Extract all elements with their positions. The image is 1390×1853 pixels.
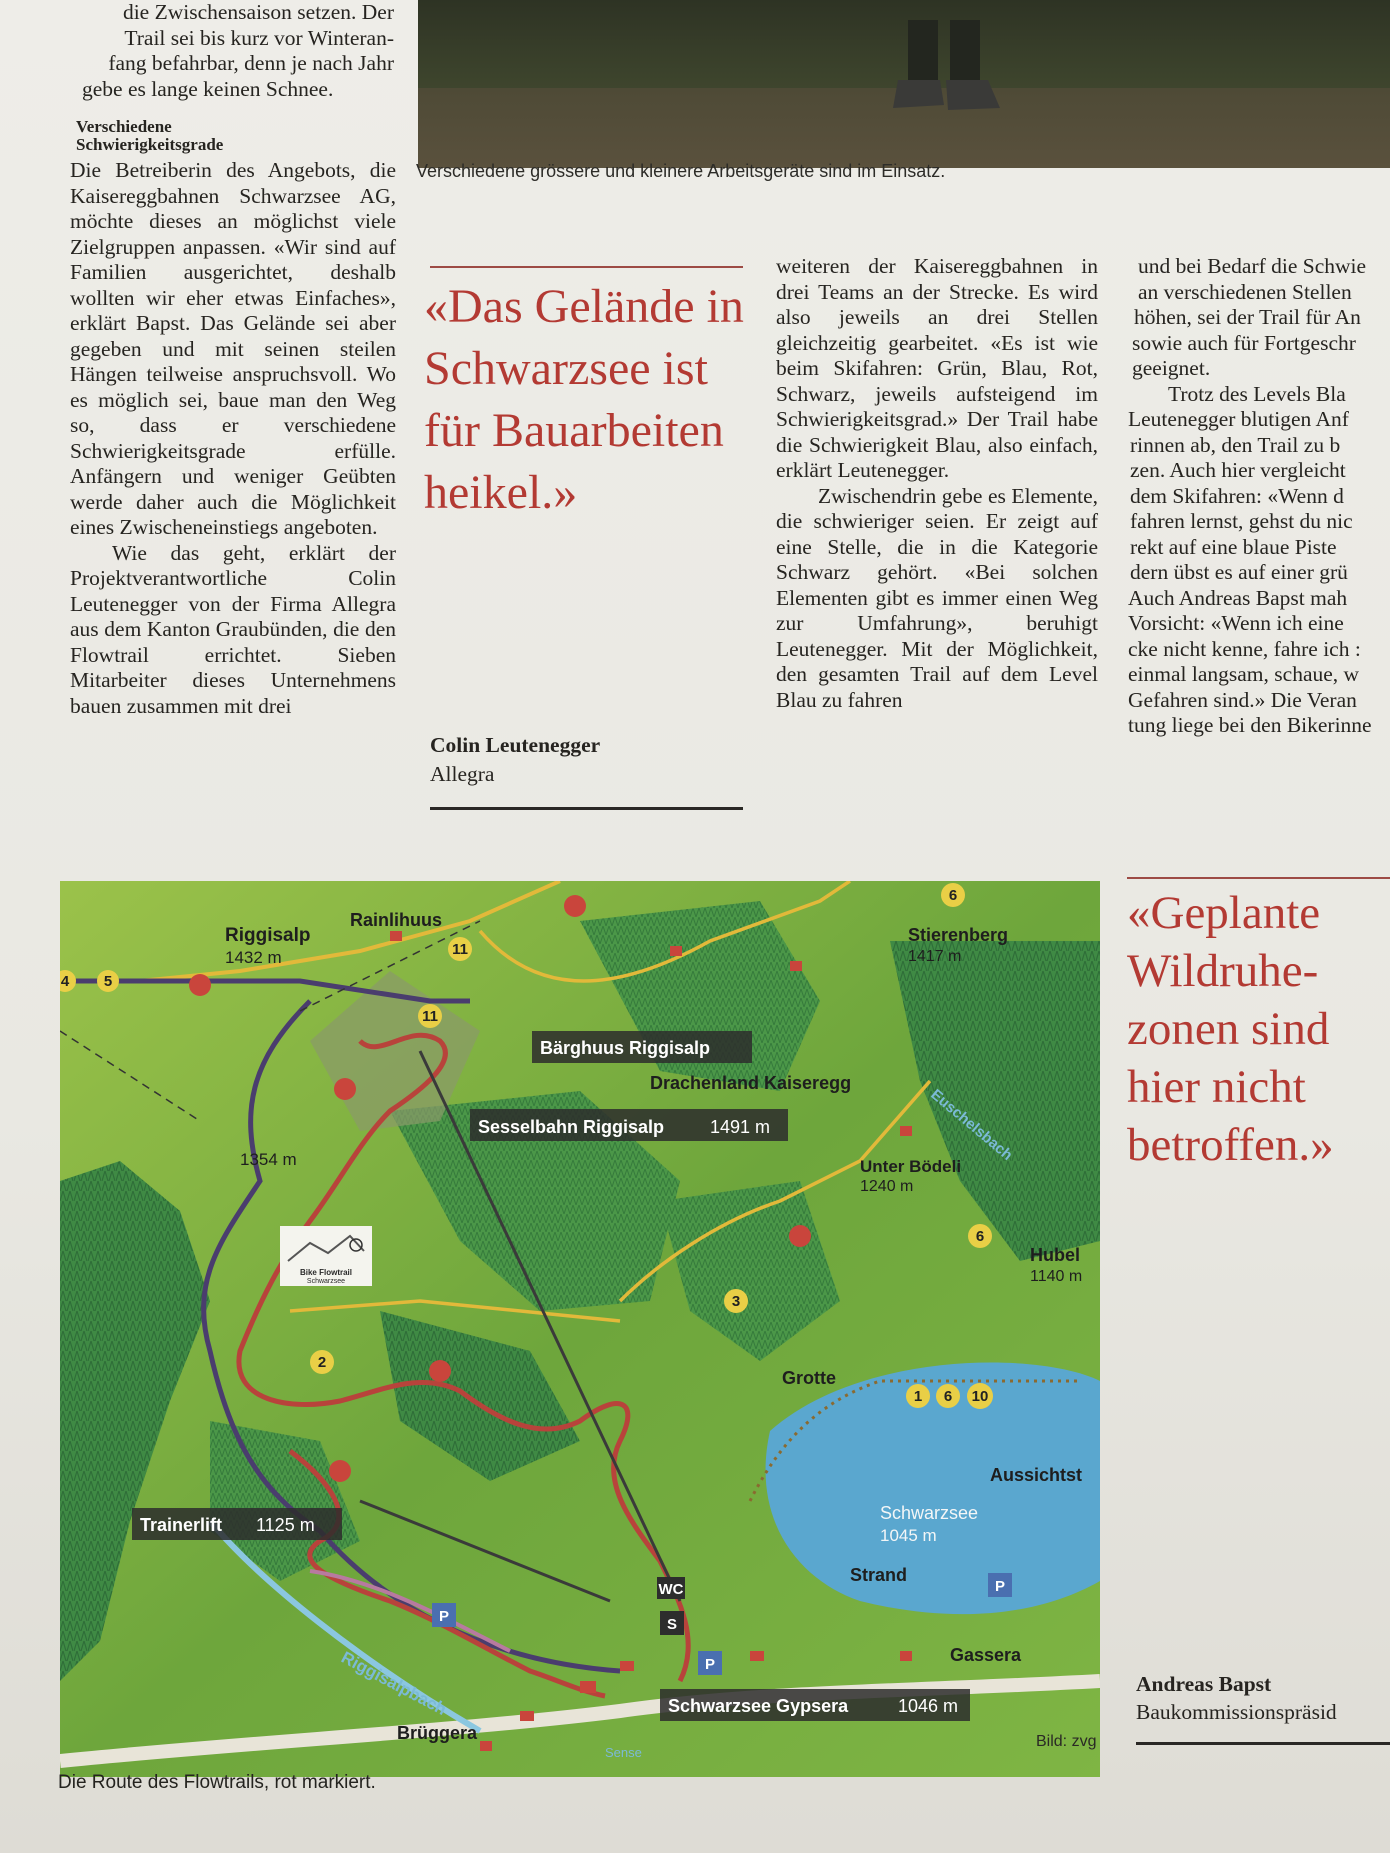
col4-line: dern übst es auf einer grü: [1130, 560, 1348, 584]
col4-line: cke nicht kenne, fahre ich :: [1128, 636, 1361, 661]
col1-paragraph-2: Wie das geht, erklärt der Projektverantwortliche Colin Leutenegger von der Firma Allegra aus dem Kanton Graubünden, die den Flowtrail errichtet. Sieben Mitarbeiter dieses Unternehmens bauen zusammen mit drei: [70, 540, 396, 718]
label-hubel: Hubel: [1030, 1245, 1081, 1265]
badge-5: 5: [103, 973, 113, 990]
label-brueggera: Brüggera: [397, 1723, 478, 1743]
col4-line: höhen, sei der Trail für An: [1134, 305, 1361, 329]
col4-line: geeignet.: [1132, 356, 1211, 380]
col1-paragraph-1: Die Betreiberin des Angebots, die Kaisereggbahnen Schwarzsee AG, möchte dieses an möglichst viele Zielgruppen anpassen. «Wir sind auf Familien ausgerichtet, deshalb wollten wir eher etwas Einfaches», erklärt Bapst. Das Gelände sei aber gegeben und mit seinen steilen Hängen teilweise anspruchsvoll. Wo es möglich sei, baue man den Weg so, dass er verschiedene Schwierigkeitsgrade erfülle. Anfängern und weniger Geübten werde daher auch die Möglichkeit eines Zwischeneinstiegs angeboten.: [70, 158, 396, 539]
column-3: [776, 254, 1098, 713]
badge-6c: 6: [943, 1388, 953, 1405]
column-4: [1128, 254, 1390, 739]
label-sesselbahn: Sesselbahn Riggisalp: [478, 1117, 665, 1137]
col4-line: Leutenegger blutigen Anf: [1128, 407, 1349, 431]
quote-2-role: Baukommissionspräsid: [1136, 1700, 1337, 1724]
col4-line: Trotz des Levels Bla: [1168, 381, 1346, 406]
col4-line: fahren lernst, gehst du nic: [1130, 509, 1353, 533]
label-1354: 1354 m: [240, 1150, 297, 1169]
pull-quote-1: «Das Gelände in Schwarzsee ist für Bauarbeiten heikel.»: [424, 280, 744, 519]
badge-3: 3: [731, 1293, 741, 1310]
label-baerghuus: Bärghuus Riggisalp: [540, 1038, 711, 1058]
col1-line: gebe es lange keinen Schnee.: [82, 76, 334, 101]
col4-line: einmal langsam, schaue, w: [1128, 662, 1360, 686]
subheading: Verschiedene Schwierigkeitsgrade: [76, 117, 224, 154]
col3-paragraph-2: Zwischendrin gebe es Elemente, die schwieriger seien. Er zeigt auf eine Stelle, die in die Kategorie Schwarz gehört. «Bei solchen Elementen gibt es immer einen Weg zur Umfahrung», beruhigt Leutenegger. Mit der Möglichkeit, den gesamten Trail auf dem Level Blau zu fahren: [776, 483, 1098, 712]
quote-1-role: Allegra: [430, 762, 495, 786]
col4-line: rekt auf eine blaue Piste: [1130, 534, 1337, 559]
label-rainlihuus: Rainlihuus: [350, 910, 443, 930]
label-gypsera-alt: 1046 m: [898, 1696, 959, 1716]
label-drachenland: Drachenland Kaiseregg: [650, 1073, 852, 1093]
label-grotte: Grotte: [782, 1368, 836, 1388]
label-stierenberg-alt: 1417 m: [908, 948, 962, 965]
label-riggisalp: Riggisalp: [225, 925, 311, 946]
label-schwarzsee: Schwarzsee: [880, 1503, 979, 1523]
wc-icon: WC: [658, 1581, 684, 1598]
label-unter-boedeli: Unter Bödeli: [860, 1157, 962, 1176]
col4-line: tung liege bei den Bikerinne: [1128, 713, 1372, 737]
col4-line: zen. Auch hier vergleicht: [1130, 458, 1346, 482]
label-schwarzsee-alt: 1045 m: [880, 1526, 937, 1545]
col1-line: Trail sei bis kurz vor Winteran-: [124, 25, 394, 50]
photo-credit: Bild: zvg: [1036, 1733, 1097, 1750]
col4-line: dem Skifahren: «Wenn d: [1130, 483, 1344, 508]
logo-text-1: Bike Flowtrail: [299, 1268, 353, 1277]
col4-line: sowie auch für Fortgeschr: [1132, 330, 1356, 355]
label-hubel-alt: 1140 m: [1030, 1268, 1083, 1285]
col4-line: an verschiedenen Stellen: [1138, 279, 1352, 304]
badge-11: 11: [452, 941, 468, 958]
quote-rule-top: [430, 266, 743, 268]
quote-2-rule-top: [1127, 877, 1390, 879]
photo-caption: Verschiedene grössere und kleinere Arbeitsgeräte sind im Einsatz.: [416, 161, 946, 181]
flowtrail-logo: [280, 1226, 372, 1286]
col1-line: die Zwischensaison setzen. Der: [122, 0, 394, 24]
quote-1-author: Colin Leutenegger: [430, 733, 601, 757]
badge-4: 4: [60, 973, 70, 990]
shop-icon: S: [666, 1616, 678, 1633]
quote-2-rule-bottom: [1136, 1742, 1390, 1745]
badge-10: 10: [971, 1388, 989, 1405]
label-strand: Strand: [850, 1565, 908, 1585]
quote-2-author: Andreas Bapst: [1136, 1672, 1272, 1696]
label-trainerlift: Trainerlift: [140, 1515, 223, 1535]
label-stierenberg: Stierenberg: [908, 925, 1009, 945]
column-1-body: [70, 118, 396, 719]
parking-icon-2: P: [704, 1656, 716, 1673]
badge-6b: 6: [975, 1228, 985, 1245]
label-euschelsbach: Euschelsbach: [927, 1086, 1016, 1164]
label-sense: Sense: [605, 1745, 642, 1760]
logo-text-2: Schwarzsee: [306, 1278, 346, 1285]
pull-quote-2: «Geplante Wildruhe-zonen sind hier nicht betroffen.»: [1127, 887, 1334, 1171]
col3-paragraph-1: weiteren der Kaisereggbahnen in drei Teams an der Strecke. Es wird also jeweils an drei Stellen gleichzeitig gearbeitet. «Es ist wie beim Skifahren: Grün, Blau, Rot, Schwarz, jeweils aufsteigend im Schwierigkeitsgrad.» Der Trail habe die Schwierigkeit Blau, also einfach, erklärt Leutenegger.: [776, 254, 1098, 482]
label-aussicht: Aussichtst: [990, 1465, 1083, 1485]
column-1: [82, 0, 394, 102]
badge-1: 1: [913, 1388, 923, 1405]
col4-line: rinnen ab, den Trail zu b: [1130, 432, 1341, 457]
badge-11b: 11: [422, 1008, 438, 1025]
badge-6: 6: [948, 887, 958, 904]
label-riggisalp-alt: 1432 m: [225, 948, 282, 967]
label-riggisalpbach: Riggisalpbach: [338, 1647, 450, 1720]
label-gassera: Gassera: [950, 1645, 1022, 1665]
col4-line: Gefahren sind.» Die Veran: [1128, 687, 1357, 712]
parking-icon: P: [438, 1608, 450, 1625]
col4-line: Auch Andreas Bapst mah: [1128, 585, 1348, 610]
workers-photo: [418, 0, 1390, 168]
parking-icon-3: P: [994, 1578, 1006, 1595]
map-caption: Die Route des Flowtrails, rot markiert.: [58, 1772, 376, 1793]
col4-line: Vorsicht: «Wenn ich eine: [1128, 611, 1344, 635]
label-gypsera: Schwarzsee Gypsera: [668, 1696, 849, 1716]
label-trainerlift-alt: 1125 m: [256, 1515, 315, 1535]
col4-line: und bei Bedarf die Schwie: [1138, 254, 1367, 278]
col1-line: fang befahrbar, denn je nach Jahr: [108, 51, 394, 75]
label-sesselbahn-alt: 1491 m: [710, 1117, 771, 1137]
label-unter-boedeli-alt: 1240 m: [860, 1178, 914, 1195]
trail-map: [60, 881, 1100, 1777]
badge-2: 2: [317, 1354, 327, 1371]
quote-rule-bottom: [430, 807, 743, 810]
boots-image: [888, 20, 1008, 130]
